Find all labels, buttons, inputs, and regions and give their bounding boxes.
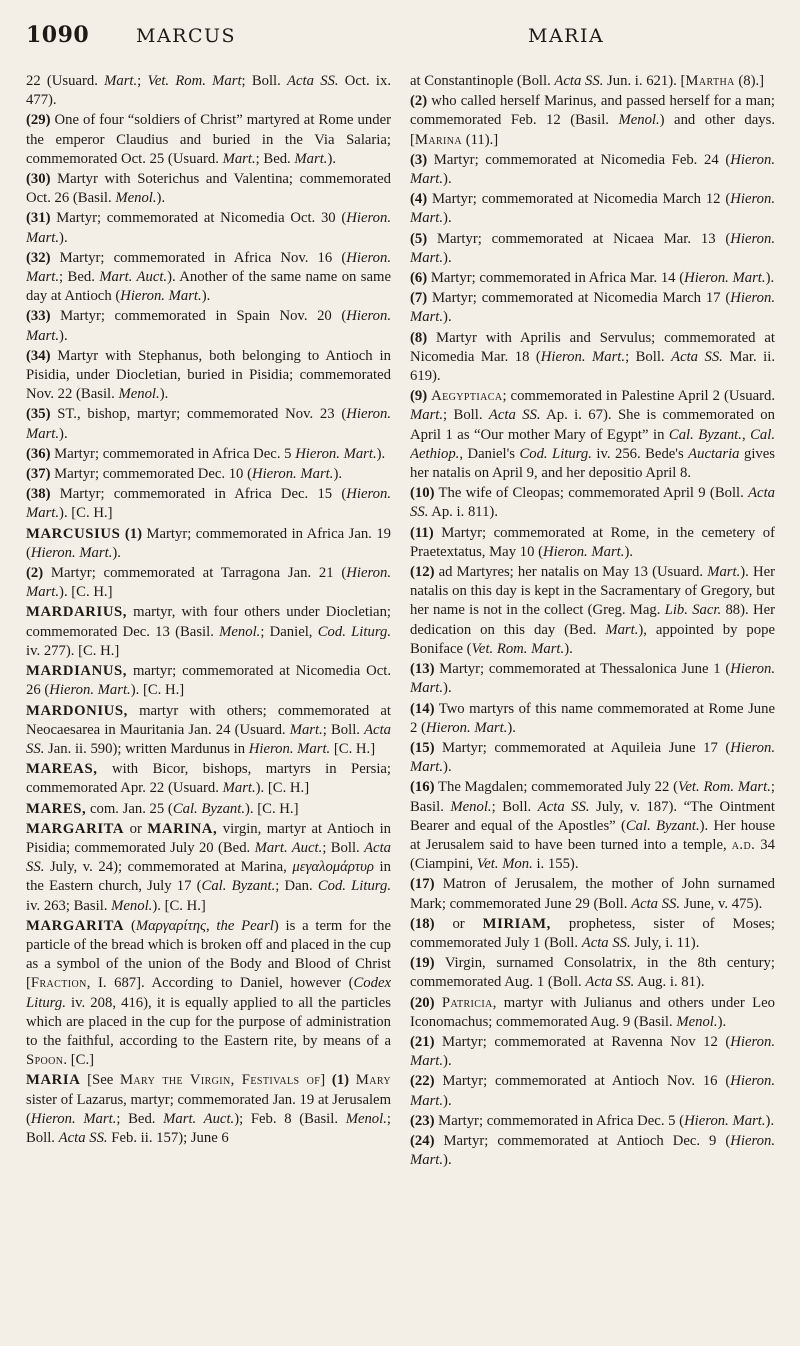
- entry-paragraph: MARGARITA (Μαργαρίτης, the Pearl) is a term for the particle of the bread which is broken off and placed in the cup as a symbol of the union of the Body and Blood of Christ [Fraction, I. 687]. According to Daniel, however (Codex Liturg. iv. 208, 416), it is equally applied to all the particles which are placed in the cup for the purpose of administration to the faithful, according to the Eastern rite, by means of a Spoon. [C.]: [26, 917, 391, 1069]
- entry-paragraph: (21) Martyr; commemorated at Ravenna Nov 12 (Hieron. Mart.).: [410, 1033, 775, 1070]
- entry-paragraph: (20) Patricia, martyr with Julianus and others under Leo Iconomachus; commemorated Aug. 9 (Basil. Menol.).: [410, 994, 775, 1030]
- entry-paragraph: (23) Martyr; commemorated in Africa Dec. 5 (Hieron. Mart.).: [410, 1112, 775, 1129]
- entry-paragraph: (8) Martyr with Aprilis and Servulus; commemorated at Nicomedia Mar. 18 (Hieron. Mart.; Boll. Acta SS. Mar. ii. 619).: [410, 329, 775, 385]
- entry-paragraph: MARDONIUS, martyr with others; commemorated at Neocaesarea in Mauritania Jan. 24 (Usuard. Mart.; Boll. Acta SS. Jan. ii. 590); written Mardunus in Hieron. Mart. [C. H.]: [26, 702, 391, 757]
- entry-paragraph: MARES, com. Jan. 25 (Cal. Byzant.). [C. H.]: [26, 800, 299, 817]
- entry-paragraph: (37) Martyr; commemorated Dec. 10 (Hieron. Mart.).: [26, 466, 343, 483]
- entry-paragraph: at Constantinople (Boll. Acta SS. Jun. i. 621). [Martha (8).]: [410, 73, 765, 89]
- entry-paragraph: (19) Virgin, surnamed Consolatrix, in the 8th century; commemorated Aug. 1 (Boll. Acta SS. Aug. i. 81).: [410, 955, 775, 991]
- right-column: [410, 72, 775, 1334]
- entry-paragraph: (38) Martyr; commemorated in Africa Dec. 15 (Hieron. Mart.). [C. H.]: [26, 486, 391, 522]
- entry-paragraph: (3) Martyr; commemorated at Nicomedia Feb. 24 (Hieron. Mart.).: [410, 151, 775, 188]
- entry-paragraph: (29) One of four “soldiers of Christ” martyred at Rome under the emperor Claudius and buried in the Via Salaria; commemorated Oct. 25 (Usuard. Mart.; Bed. Mart.).: [26, 112, 391, 167]
- entry-paragraph: (36) Martyr; commemorated in Africa Dec. 5 Hieron. Mart.).: [26, 445, 386, 462]
- entry-paragraph: MARDIANUS, martyr; commemorated at Nicomedia Oct. 26 (Hieron. Mart.). [C. H.]: [26, 663, 391, 699]
- entry-paragraph: (17) Matron of Jerusalem, the mother of John surnamed Mark; commemorated June 29 (Boll. Acta SS. June, v. 475).: [410, 876, 775, 912]
- entry-paragraph: (10) The wife of Cleopas; commemorated April 9 (Boll. Acta SS. Ap. i. 811).: [410, 485, 775, 521]
- entry-paragraph: 22 (Usuard. Mart.; Vet. Rom. Mart; Boll. Acta SS. Oct. ix. 477).: [26, 73, 391, 109]
- entry-paragraph: (9) Aegyptiaca; commemorated in Palestine April 2 (Usuard. Mart.; Boll. Acta SS. Ap. i. 67). She is commemorated on April 1 as “Our mother Mary of Egypt” in Cal. Byzant., Cal. Aethiop., Daniel's Cod. Liturg. iv. 256. Bede's Auctaria gives her natalis on April 9, and her depositio April 8.: [410, 388, 775, 482]
- entry-paragraph: (16) The Magdalen; commemorated July 22 (Vet. Rom. Mart.; Basil. Menol.; Boll. Acta SS. July, v. 187). “The Ointment Bearer and equal of the Apostles” (Cal. Byzant.). Her house at Jerusalem said to have been turned into a temple, a.d. 34 (Ciampini, Vet. Mon. i. 155).: [410, 779, 775, 873]
- entry-paragraph: (5) Martyr; commemorated at Nicaea Mar. 13 (Hieron. Mart.).: [410, 230, 775, 266]
- entry-paragraph: MARGARITA or MARINA, virgin, martyr at Antioch in Pisidia; commemorated July 20 (Bed. Mart. Auct.; Boll. Acta SS. July, v. 24); commemorated at Marina, μεγαλομάρτυρ in the Eastern church, July 17 (Cal. Byzant.; Dan. Cod. Liturg. iv. 263; Basil. Menol.). [C. H.]: [26, 820, 391, 914]
- entry-paragraph: (30) Martyr with Soterichus and Valentina; commemorated Oct. 26 (Basil. Menol.).: [26, 171, 391, 207]
- entry-paragraph: (7) Martyr; commemorated at Nicomedia March 17 (Hieron. Mart.).: [410, 290, 775, 326]
- entry-paragraph: (33) Martyr; commemorated in Spain Nov. 20 (Hieron. Mart.).: [26, 308, 391, 344]
- page-number: 1090: [26, 22, 90, 48]
- right-running-head: MARIA: [528, 25, 605, 47]
- entry-paragraph: (31) Martyr; commemorated at Nicomedia Oct. 30 (Hieron. Mart.).: [26, 210, 391, 246]
- entry-paragraph: (2) who called herself Marinus, and passed herself for a man; commemorated Feb. 12 (Basil. Menol.) and other days. [Marina (11).]: [410, 93, 775, 148]
- entry-paragraph: (6) Martyr; commemorated in Africa Mar. 14 (Hieron. Mart.).: [410, 270, 775, 287]
- entry-paragraph: (24) Martyr; commemorated at Antioch Dec. 9 (Hieron. Mart.).: [410, 1132, 775, 1169]
- entry-paragraph: (32) Martyr; commemorated in Africa Nov. 16 (Hieron. Mart.; Bed. Mart. Auct.). Another of the same name on same day at Antioch (Hieron. Mart.).: [26, 249, 391, 305]
- entry-paragraph: (2) Martyr; commemorated at Tarragona Jan. 21 (Hieron. Mart.). [C. H.]: [26, 565, 391, 601]
- entry-paragraph: MARCUSIUS (1) Martyr; commemorated in Africa Jan. 19 (Hieron. Mart.).: [26, 525, 391, 561]
- entry-paragraph: (4) Martyr; commemorated at Nicomedia March 12 (Hieron. Mart.).: [410, 191, 775, 227]
- entry-paragraph: (35) ST., bishop, martyr; commemorated Nov. 23 (Hieron. Mart.).: [26, 406, 391, 442]
- entry-paragraph: (13) Martyr; commemorated at Thessalonica June 1 (Hieron. Mart.).: [410, 661, 775, 697]
- page-header: [26, 22, 774, 56]
- entry-paragraph: (34) Martyr with Stephanus, both belonging to Antioch in Pisidia, under Diocletian, buried in Pisidia; commemorated Nov. 22 (Basil. Menol.).: [26, 347, 391, 403]
- entry-paragraph: (12) ad Martyres; her natalis on May 13 (Usuard. Mart.). Her natalis on this day is kept in the Sacramentary of Gregory, but her name is not in the collect (Greg. Mag. Lib. Sacr. 88). Her dedication on this day (Bed. Mart.), appointed by pope Boniface (Vet. Rom. Mart.).: [410, 564, 775, 657]
- entry-paragraph: MARDARIUS, martyr, with four others under Diocletian; commemorated Dec. 13 (Basil. Menol.; Daniel, Cod. Liturg. iv. 277). [C. H.]: [26, 604, 391, 659]
- left-column: [26, 72, 391, 1334]
- entry-paragraph: (11) Martyr; commemorated at Rome, in the cemetery of Praetextatus, May 10 (Hieron. Mart.).: [410, 524, 775, 560]
- entry-paragraph: (14) Two martyrs of this name commemorated at Rome June 2 (Hieron. Mart.).: [410, 700, 775, 736]
- left-running-head: MARCUS: [136, 25, 237, 47]
- entry-paragraph: (18) or MIRIAM, prophetess, sister of Moses; commemorated July 1 (Boll. Acta SS. July, i. 11).: [410, 915, 775, 951]
- entry-paragraph: (15) Martyr; commemorated at Aquileia June 17 (Hieron. Mart.).: [410, 739, 775, 776]
- entry-paragraph: (22) Martyr; commemorated at Antioch Nov. 16 (Hieron. Mart.).: [410, 1073, 775, 1109]
- entry-paragraph: MAREAS, with Bicor, bishops, martyrs in Persia; commemorated Apr. 22 (Usuard. Mart.). [C. H.]: [26, 761, 391, 797]
- entry-paragraph: MARIA [See Mary the Virgin, Festivals of] (1) Mary sister of Lazarus, martyr; commemorated Jan. 19 at Jerusalem (Hieron. Mart.; Bed. Mart. Auct.); Feb. 8 (Basil. Menol.; Boll. Acta SS. Feb. ii. 157); June 6: [26, 1072, 391, 1146]
